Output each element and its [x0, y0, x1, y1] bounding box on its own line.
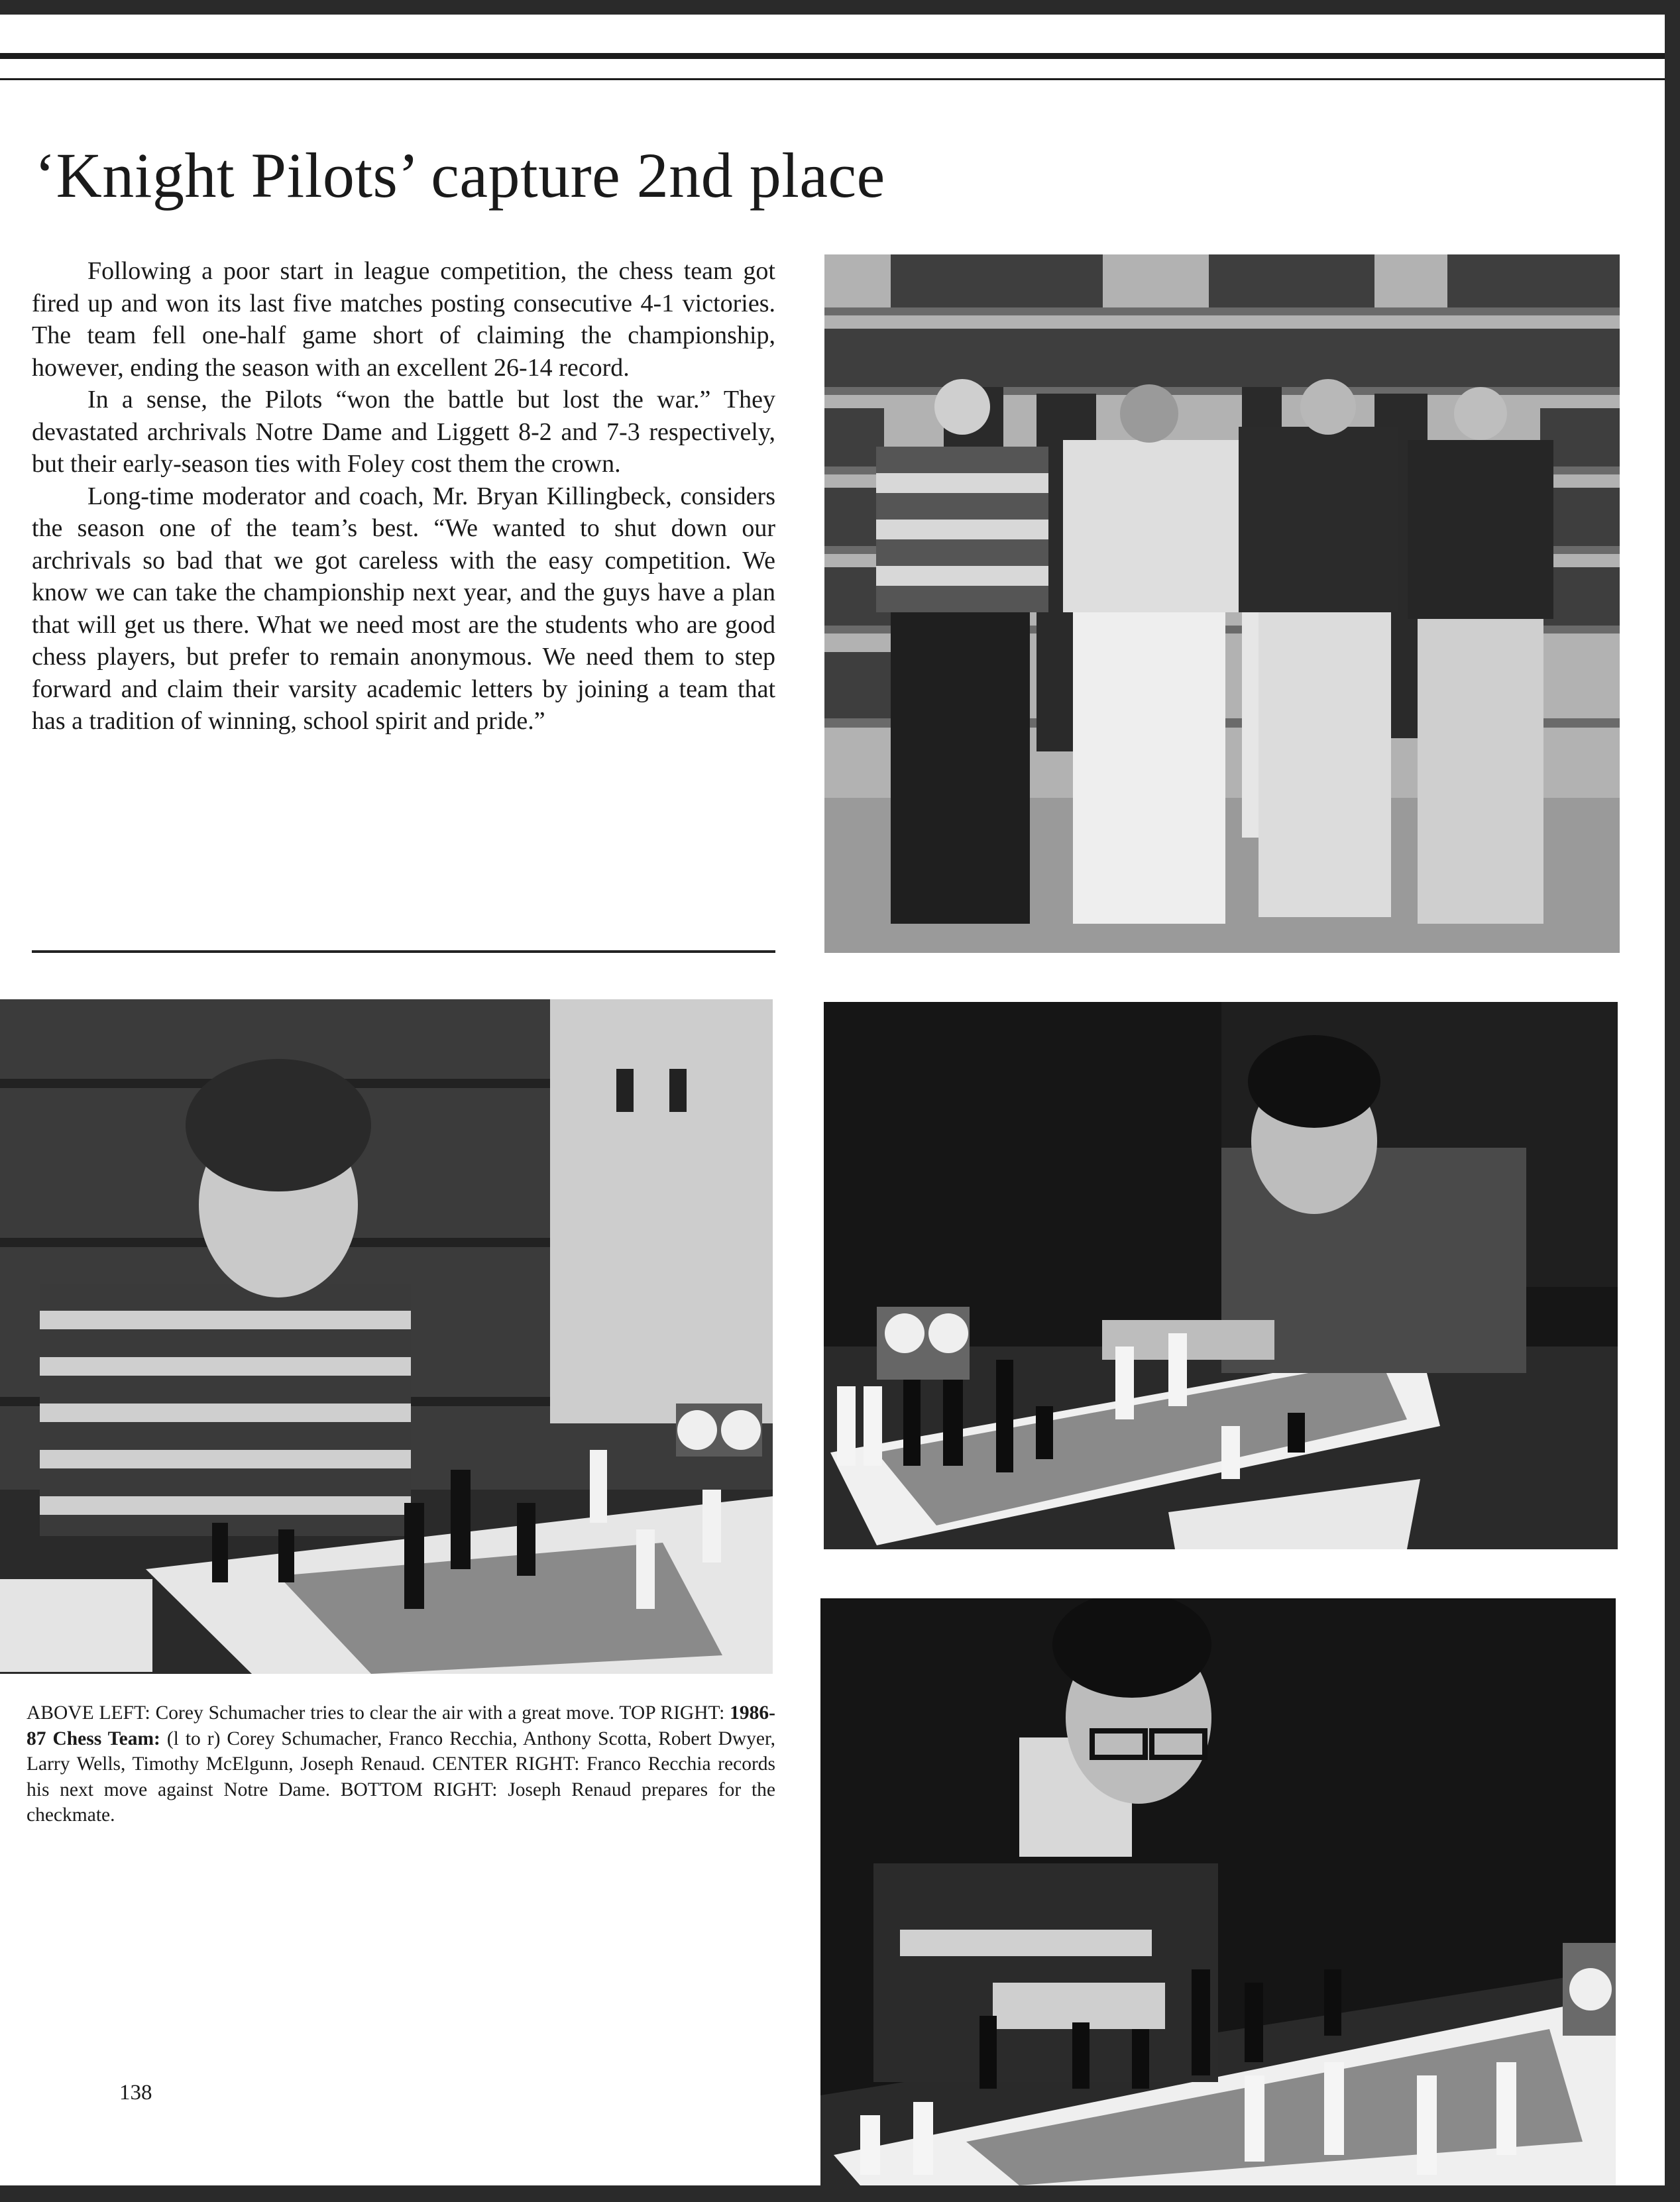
joseph-renaud-photo	[820, 1598, 1616, 2185]
corey-schumacher-photo	[0, 999, 773, 1674]
page-number: 138	[119, 2081, 152, 2105]
caption-text-2: (l to r) Corey Schumacher, Franco Recchia, Anthony Scotta, Robert Dwyer, Larry Wells, Timothy McElgunn, Joseph Renaud. CENTER RIGHT: Franco Recchia records his next move against Notre Dame. BOTTOM RIGHT: Joseph Renaud prepares for the checkmate.	[27, 1728, 775, 1826]
caption-team-label: 1986-87 Chess Team:	[27, 1702, 775, 1749]
team-photo	[824, 254, 1620, 953]
caption-text-1: ABOVE LEFT: Corey Schumacher tries to clear the air with a great move. TOP RIGHT:	[27, 1702, 730, 1724]
article-body	[32, 255, 775, 738]
photo-caption	[27, 1700, 775, 1828]
page-right-border	[1665, 0, 1680, 2202]
header-rule-thick	[0, 53, 1665, 59]
headline: ‘Knight Pilots’ capture 2nd place	[34, 140, 885, 211]
header-rule-thin	[0, 78, 1665, 80]
article-paragraph-2: In a sense, the Pilots “won the battle but lost the war.” They devastated archrivals Notre Dame and Liggett 8-2 and 7-3 respectively, but their early-season ties with Foley cost them the crown.	[32, 386, 775, 478]
page-top-border	[0, 0, 1680, 15]
article-paragraph-3: Long-time moderator and coach, Mr. Bryan Killingbeck, considers the season one of the team’s best. “We wanted to shut down our archrivals so bad that we got careless with the easy competition. We know we can take the championship next year, and the guys have a plan that will get us there. What we need most are the students who are good chess players, but prefer to remain anonymous. We need them to step forward and claim their varsity academic letters by joining a team that has a tradition of winning, school spirit and pride.”	[32, 482, 775, 735]
page-bottom-border	[0, 2185, 1680, 2202]
franco-recchia-photo	[824, 1002, 1618, 1549]
article-divider	[32, 950, 775, 953]
article-paragraph-1: Following a poor start in league competition, the chess team got fired up and won its last five matches posting consecutive 4-1 victories. The team fell one-half game short of claiming the championship, however, ending the season with an excellent 26-14 record.	[32, 257, 775, 382]
